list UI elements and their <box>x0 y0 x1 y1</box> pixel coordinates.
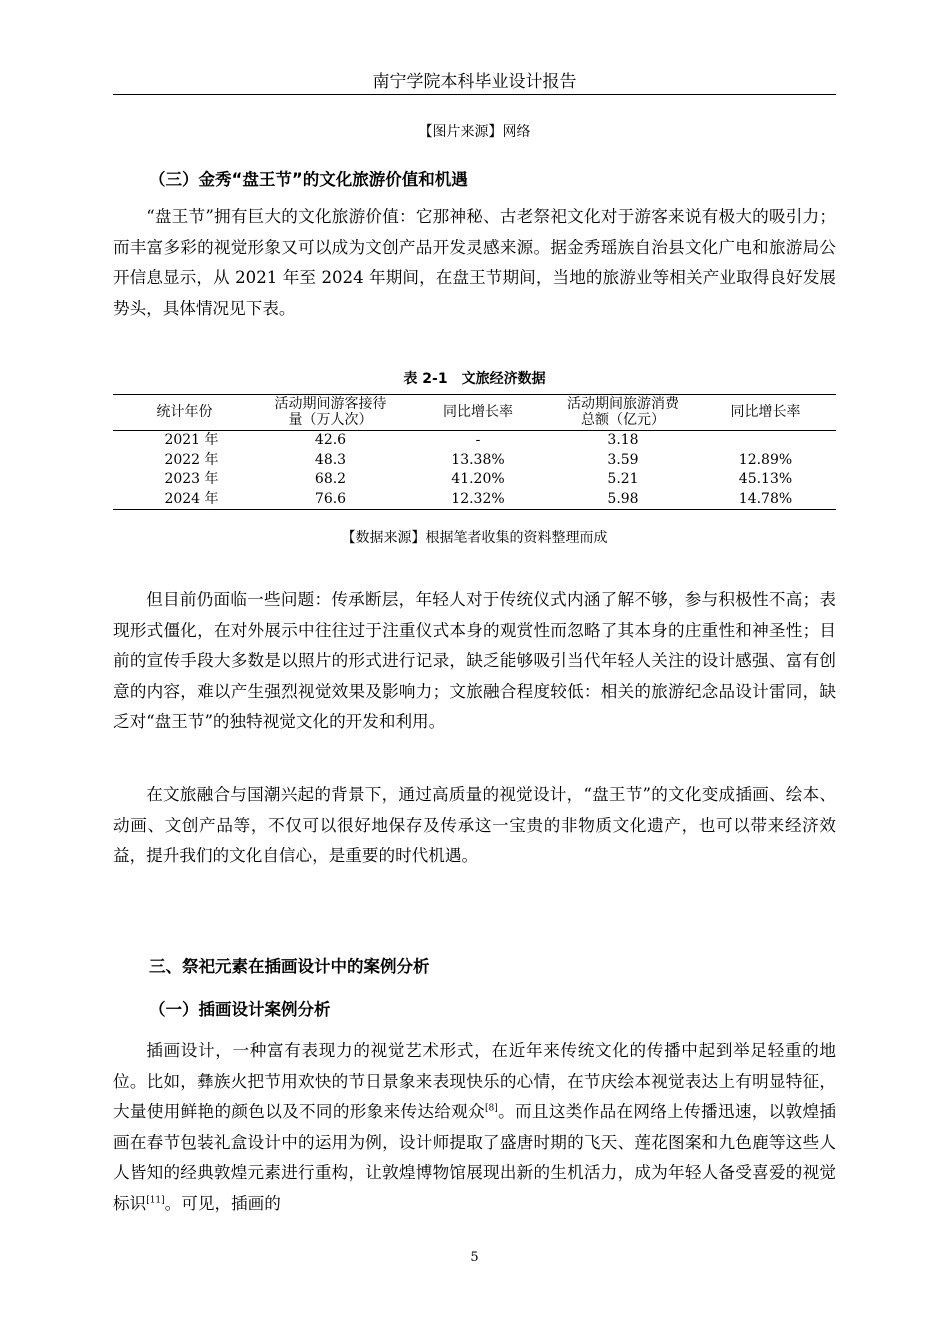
table-cell: 45.13% <box>738 471 793 487</box>
column-header: 同比增长率 <box>695 395 836 431</box>
table-cell: 2023 年 <box>164 471 219 487</box>
paragraph-text: 插画设计，一种富有表现力的视觉艺术形式，在近年来传统文化的传播中起到举足轻重的地位。比如，彝族火把节用欢快的节日景象来表现快乐的心情，在节庆绘本视觉表达上有明显特征，大量使用鲜艳的颜色以及不同的形象来传达给观众 <box>113 1041 836 1121</box>
table-cell: 12.32% <box>405 490 551 510</box>
page-number: 5 <box>470 1250 479 1265</box>
table-cell: 13.38% <box>451 451 505 468</box>
table-source-note: 【数据来源】根据笔者收集的资料整理而成 <box>341 530 608 546</box>
data-table <box>113 394 836 510</box>
table-cell: 68.2 <box>314 471 347 487</box>
page-header-title: 南宁学院本科毕业设计报告 <box>372 72 577 92</box>
column-header: 统计年份 <box>113 395 256 431</box>
table-row <box>113 490 836 510</box>
paragraph: 在文旅融合与国潮兴起的背景下，通过高质量的视觉设计，“盘王节”的文化变成插画、绘本、动画、文创产品等，不仅可以很好地保存及传承这一宝贵的非物质文化遗产，也可以带来经济效益，提升我们的文化自信心，是重要的时代机遇。 <box>113 785 836 865</box>
table-header-row <box>113 395 836 431</box>
header-divider <box>113 94 836 95</box>
table-cell: 5.21 <box>607 471 639 487</box>
section-heading: （三）金秀“盘王节”的文化旅游价值和机遇 <box>149 170 468 189</box>
table-cell: 14.78% <box>695 490 836 510</box>
paragraph-text: 。而且这类作品在网络上传播迅速，以敦煌插画在春节包装礼盒设计中的运用为例，设计师提取了盛唐时期的飞天、莲花图案和九色鹿等这些人人皆知的经典敦煌元素进行重构，让敦煌博物馆展现出新的生机活力，成为年轻人备受喜爱的视觉标识 <box>113 1102 837 1213</box>
table-row <box>113 470 836 490</box>
table-caption: 表 2-1 文旅经济数据 <box>403 371 546 387</box>
table-cell: 48.3 <box>314 451 347 468</box>
table-cell: 42.6 <box>314 432 347 448</box>
table-cell: 3.18 <box>607 432 639 448</box>
table-cell: 12.89% <box>738 451 793 468</box>
table-row <box>113 431 836 451</box>
table-cell: - <box>475 432 481 448</box>
column-header: 活动期间游客接待量（万人次） <box>256 395 405 431</box>
subsection-heading: （一）插画设计案例分析 <box>149 1000 331 1019</box>
table-row <box>113 451 836 471</box>
figure-source-note: 【图片来源】网络 <box>418 124 531 140</box>
table-cell: 2022 年 <box>164 451 219 468</box>
table-cell: 2021 年 <box>164 432 219 448</box>
table-cell: 2024 年 <box>113 490 256 510</box>
chapter-heading: 三、祭祀元素在插画设计中的案例分析 <box>149 957 430 976</box>
table-cell <box>695 431 836 451</box>
column-header: 同比增长率 <box>405 395 551 431</box>
table-cell: 41.20% <box>451 471 505 487</box>
paragraph: “盘王节”拥有巨大的文化旅游价值：它那神秘、古老祭祀文化对于游客来说有极大的吸引力；而丰富多彩的视觉形象又可以成为文创产品开发灵感来源。据金秀瑶族自治县文化广电和旅游局公开信息显示，从 2021 年至 2024 年期间，在盘王节期间，当地的旅游业等相关产业取得良好发展势头，具体情况见下表。 <box>113 207 836 318</box>
citation-ref: [8] <box>485 1103 498 1114</box>
paragraph <box>113 1036 836 1219</box>
table-cell: 5.98 <box>551 490 695 510</box>
table-cell: 76.6 <box>256 490 405 510</box>
citation-ref: [11] <box>146 1194 165 1205</box>
table-cell: 3.59 <box>607 451 639 468</box>
paragraph: 但目前仍面临一些问题：传承断层，年轻人对于传统仪式内涵了解不够，参与积极性不高；表现形式僵化，在对外展示中往往过于注重仪式本身的观赏性而忽略了其本身的庄重性和神圣性；目前的宣传手段大多数是以照片的形式进行记录，缺乏能够吸引当代年轻人关注的设计感强、富有创意的内容，难以产生强烈视觉效果及影响力；文旅融合程度较低：相关的旅游纪念品设计雷同，缺乏对“盘王节”的独特视觉文化的开发和利用。 <box>113 590 836 731</box>
column-header: 活动期间旅游消费总额（亿元） <box>551 395 695 431</box>
paragraph-text: 。可见，插画的 <box>164 1193 281 1213</box>
